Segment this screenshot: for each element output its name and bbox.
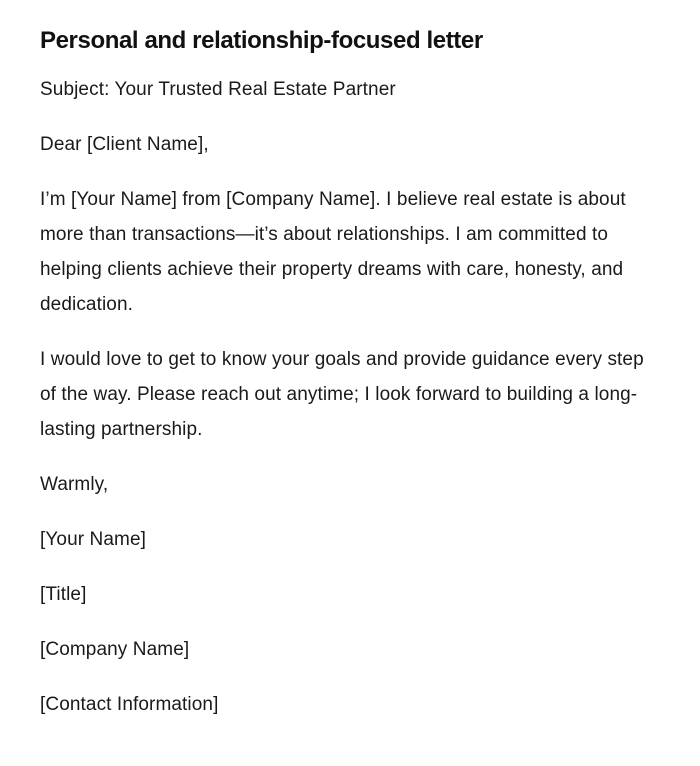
signature-contact: [Contact Information] (40, 694, 219, 715)
signature-title: [Title] (40, 584, 87, 605)
letter-title: Personal and relationship-focused letter (40, 27, 483, 54)
signature-company: [Company Name] (40, 639, 190, 660)
letter-closing: Warmly, (40, 474, 109, 495)
letter-salutation: Dear [Client Name], (40, 134, 209, 155)
letter-subject: Subject: Your Trusted Real Estate Partner (40, 79, 396, 100)
letter-paragraph-intro: I’m [Your Name] from [Company Name]. I believe real estate is about more than transactions—it’s about relationships. I am committed to helping clients achieve their property dreams with care, honesty, and dedication. (40, 189, 626, 315)
signature-name: [Your Name] (40, 529, 147, 550)
letter-paragraph-closing: I would love to get to know your goals and provide guidance every step of the way. Please reach out anytime; I look forward to building a long-lasting partnership. (40, 349, 644, 440)
